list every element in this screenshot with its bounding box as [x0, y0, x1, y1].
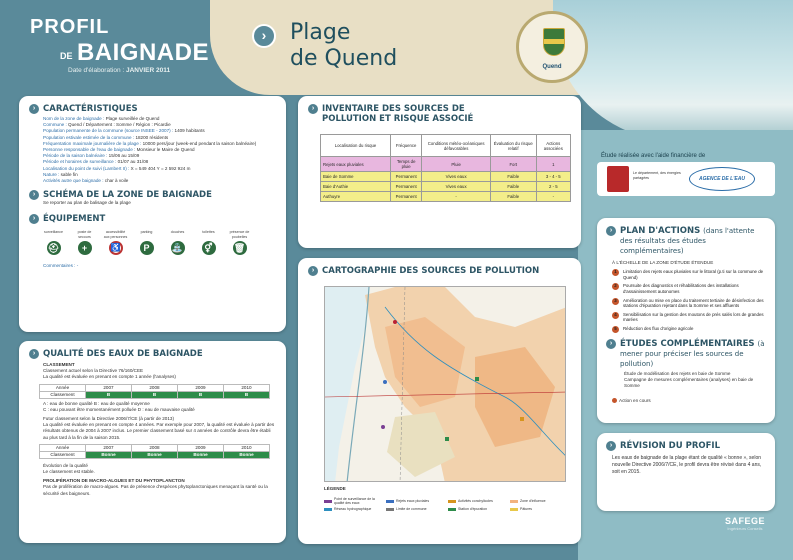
equipment-item	[134, 241, 159, 255]
coat-of-arms-icon	[543, 28, 565, 56]
action-text: Amélioration ou mise en place du traitement tertiaire de désinfection des stations d'épuration rejetant dans la Somme et ses affluents	[623, 297, 764, 309]
table-cell: Faible	[490, 192, 536, 202]
legend-swatch	[510, 500, 518, 503]
equipment-labels	[41, 230, 276, 239]
shower-icon: ⛲	[171, 243, 184, 254]
pollution-map-card	[298, 258, 581, 544]
year-header: 2009	[178, 384, 224, 391]
column-header: Actions associées	[536, 135, 570, 157]
classement-cell: Bonne	[132, 451, 178, 458]
action-number: 4	[612, 312, 619, 319]
legend-swatch	[324, 508, 332, 511]
proliferation-title: PROLIFÉRATION DE MACRO-ALGUES ET DU PHYTOPLANCTON	[43, 478, 185, 484]
section-title: INVENTAIRE DES SOURCES DE POLLUTION ET RISQUE ASSOCIÉ	[322, 104, 474, 124]
action-text: Poursuite des diagnostics et réhabilitations des installations d'assainissement autonomes	[623, 283, 739, 294]
table-cell: -	[422, 192, 491, 202]
legend-item	[448, 507, 504, 511]
year-header: 2007	[86, 384, 132, 391]
in-progress-label: Action en cours	[619, 397, 651, 403]
table-cell: Faible	[490, 182, 536, 192]
department-logo-text: Le département, des énergies partagées	[633, 171, 681, 180]
classement-actuel-title: Classement actuel selon la Directive 76/160/CEE	[43, 368, 144, 374]
chevron-right-icon: ›	[606, 339, 616, 349]
table-row	[321, 157, 571, 172]
characteristic-key: Commune :	[43, 122, 67, 128]
equipment-item	[103, 241, 128, 255]
characteristic-key: Activités autre que baignade :	[43, 178, 104, 184]
legend-swatch	[324, 500, 332, 503]
characteristic-value: sable fin	[59, 171, 78, 177]
section-title: RÉVISION DU PROFIL	[620, 441, 720, 451]
equipment-item	[165, 241, 190, 255]
action-number: 1	[612, 269, 619, 276]
table-cell: Temps de pluie	[391, 157, 422, 172]
equipment-label: douches	[170, 230, 185, 235]
characteristic-value: char à voile	[103, 178, 129, 184]
equipment-label: accessibilité aux personnes	[103, 230, 128, 239]
action-number: 3	[612, 298, 619, 305]
equipment-item	[72, 241, 97, 255]
column-header: Évaluation du risque relatif	[490, 135, 536, 157]
characteristic-value: 15/06 au 15/09	[107, 153, 140, 159]
document-title: PROFIL DE BAIGNADE	[30, 16, 209, 66]
characteristic-key: Fréquentation maximale journalière de la plage :	[43, 140, 142, 146]
plan-scale: À L'ÉCHELLE DE LA ZONE D'ÉTUDE ÉTENDUE	[612, 260, 714, 265]
plan-action-item	[612, 283, 766, 294]
action-text: Limitation des rejets eaux pluviales sur le littoral (p.ti sur la commune de Quend)	[623, 269, 764, 280]
table-cell: Faible	[490, 172, 536, 182]
equipment-label: poste de secours	[77, 230, 92, 239]
table-cell: 2 - 5	[536, 182, 570, 192]
classement-cell: Bonne	[178, 451, 224, 458]
characteristic-key: Population estivale estimée de la commune :	[43, 134, 135, 140]
map-legend: LÉGENDE Point de surveillance de la qualité des eaux Rejets eaux pluviales Activités conchylicoles Zone d'influence Réseau hydrographique Limite de commune Station d'épuration Pâtures	[324, 486, 566, 538]
funding-label: Étude réalisée avec l'aide financière de	[601, 153, 706, 159]
water-agency-logo: AGENCE DE L'EAU	[689, 167, 755, 191]
legend-label: Activités conchylicoles	[458, 499, 493, 503]
legend-item	[386, 497, 442, 505]
legend-swatch	[386, 500, 394, 503]
table-cell: Pluie	[422, 157, 491, 172]
safege-logo: SAFEGE Ingénieurs Conseils	[724, 516, 765, 531]
action-text: Sensibilisation sur la gestion des moutons de prés salés lors de grandes marées	[623, 311, 764, 323]
toilets-icon: ⚥	[202, 241, 216, 255]
chevron-right-icon: ›	[29, 104, 39, 114]
futur-classement-title: Futur classement selon la Directive 2006/7/CE (à partir de 2013)	[43, 416, 174, 422]
year-header: 2010	[224, 444, 270, 451]
chevron-right-icon: ›	[308, 104, 318, 114]
characteristic-value: 1409 habitants	[173, 128, 205, 134]
equipment-label: surveillance	[44, 230, 63, 235]
year-header: Année	[40, 384, 86, 391]
equipment-item	[196, 241, 221, 255]
characteristic-key: Nom de la zone de baignade :	[43, 116, 105, 121]
first-aid-icon: +	[78, 241, 92, 255]
studies-list	[624, 371, 766, 390]
table-cell: Rejets eaux pluviales	[321, 157, 391, 172]
chevron-right-icon: ›	[29, 190, 39, 200]
equipment-comment: Commentaires : -	[43, 263, 79, 269]
column-header: Localisation du risque	[321, 135, 391, 157]
evolution-text: Le classement est stable.	[43, 469, 95, 475]
legend-label: Zone d'influence	[520, 499, 546, 503]
evolution-title: Évolution de la qualité	[43, 462, 88, 468]
legend-item	[448, 497, 504, 505]
characteristic-key: Personne responsable de l'eau de baignade :	[43, 147, 136, 153]
table-cell: 1	[536, 157, 570, 172]
year-header: 2007	[86, 444, 132, 451]
pollution-inventory-card	[298, 96, 581, 248]
classement-legend: A : eau de bonne qualité B : eau de qualité moyenne	[43, 400, 150, 406]
revision-card	[597, 433, 775, 511]
table-cell: Baie de Somme	[321, 172, 391, 182]
chevron-right-icon: ›	[29, 214, 39, 224]
table-row	[321, 182, 571, 192]
table-cell: Baie d'Authie	[321, 182, 391, 192]
pollution-map[interactable]	[324, 286, 566, 482]
study-item: Étude de modélisation des rejets en baie de Somme	[624, 370, 731, 376]
action-number: 2	[612, 283, 619, 290]
column-header: Fréquence	[391, 135, 422, 157]
equipment-label: présence de poubelles	[229, 230, 250, 239]
column-header: Conditions météo-océaniques défavorables	[422, 135, 491, 157]
section-title: CARTOGRAPHIE DES SOURCES DE POLLUTION	[322, 266, 540, 276]
classement-cell: B	[132, 391, 178, 398]
action-text: Réduction des flux d'origine agricole	[623, 325, 694, 331]
table-cell: Vives eaux	[422, 172, 491, 182]
characteristic-key: Localisation du point de suivi (Lambert II) :	[43, 165, 130, 171]
legend-item	[510, 507, 566, 511]
elaboration-date: Date d'élaboration : JANVIER 2011	[68, 67, 171, 74]
equipment-label: parking	[140, 230, 153, 235]
classement-table-1	[39, 384, 270, 399]
section-title: ÉTUDES COMPLÉMENTAIRES (à mener pour préciser les sources de pollution)	[620, 338, 765, 368]
legend-label: Pâtures	[520, 507, 533, 511]
accessibility-icon: ♿	[109, 241, 123, 255]
plan-action-item	[612, 312, 766, 323]
year-header: 2008	[132, 384, 178, 391]
characteristics-list	[43, 116, 276, 184]
legend-swatch	[448, 508, 456, 511]
year-header: 2008	[132, 444, 178, 451]
characteristics-card	[19, 96, 286, 332]
characteristic-key: Période et horaires de surveillance :	[43, 159, 117, 165]
legend-item	[324, 507, 380, 511]
characteristic-value: 10000 pers/jour (week-end pendant la saison balnéaire)	[141, 140, 257, 146]
legend-label: Réseau hydrographique	[334, 507, 372, 511]
classement-legend: C : eau pouvant être momentanément polluée D : eau de mauvaise qualité	[43, 406, 195, 412]
commune-crest	[516, 11, 588, 83]
legend-label: Point de surveillance de la qualité des eaux	[334, 497, 375, 505]
legend-swatch	[386, 508, 394, 511]
year-header: Année	[40, 444, 86, 451]
equipment-item	[41, 241, 66, 255]
section-title: CARACTÉRISTIQUES	[43, 104, 138, 114]
in-progress-marker	[612, 398, 617, 403]
year-header: 2010	[224, 384, 270, 391]
characteristic-value: Monsieur le Maire de Quend	[135, 147, 195, 153]
action-plan-card	[597, 218, 775, 423]
table-cell: 3 - 4 - 5	[536, 172, 570, 182]
table-cell: Vives eaux	[422, 182, 491, 192]
classement-table-2	[39, 444, 270, 459]
futur-classement-text: La qualité est évaluée en prenant en compte 4 années. Par exemple pour 2007, la qualité est évaluée à partir des résultats obtenus de 2004 à 2007 inclus. Le premier classement basé sur 4 années de contrôle devra être établi au plus tard à la fin de la saison 2015.	[43, 422, 275, 440]
table-cell: Permanent	[391, 172, 422, 182]
table-cell: Permanent	[391, 182, 422, 192]
characteristic-value: Quend / Département : Somme / Région : Picardie	[66, 122, 171, 128]
table-row	[321, 172, 571, 182]
characteristic-key: Population permanente de la commune (source INSEE - 2007) :	[43, 128, 174, 134]
action-number: 5	[612, 326, 619, 333]
legend-swatch	[448, 500, 456, 503]
chevron-right-icon: ›	[606, 441, 616, 451]
year-header: 2009	[178, 444, 224, 451]
chevron-right-icon: ›	[29, 349, 39, 359]
section-title: PLAN D'ACTIONS (dans l'attente des résultats des études complémentaires)	[620, 226, 755, 255]
classement-cell: B	[224, 391, 270, 398]
table-row	[321, 192, 571, 202]
chevron-right-icon: ›	[308, 266, 318, 276]
table-cell: -	[536, 192, 570, 202]
funding-logos	[597, 162, 775, 196]
table-cell: Fort	[490, 157, 536, 172]
water-quality-card	[19, 341, 286, 543]
classement-cell: B	[178, 391, 224, 398]
department-logo	[607, 166, 629, 192]
legend-swatch	[510, 508, 518, 511]
characteristic-value: Plage surveillée de Quend	[104, 116, 160, 121]
plan-action-item	[612, 298, 766, 309]
characteristic-key: Période de la saison balnéaire :	[43, 153, 108, 159]
legend-label: Station d'épuration	[458, 507, 488, 511]
legend-item	[386, 507, 442, 511]
legend-item	[510, 497, 566, 505]
section-title: SCHÉMA DE LA ZONE DE BAIGNADE	[43, 190, 212, 201]
characteristic-key: Nature :	[43, 171, 60, 177]
legend-label: Rejets eaux pluviales	[396, 499, 430, 503]
chevron-right-icon: ›	[606, 226, 616, 236]
revision-text: Les eaux de baignade de la plage étant de qualité « bonne », selon nouvelle Directive 2006/7/CE, le profil devra être révisé dans 4 ans, soit en 2015.	[612, 455, 762, 475]
proliferation-text: Pas de prolifération de macro-algues. Pas de présence d'espèces phytoplanctoniques menaçant la santé ou la sécurité des baigneurs.	[43, 484, 268, 496]
trash-bin-icon: 🗑	[233, 243, 246, 254]
classement-cell: Bonne	[86, 451, 132, 458]
equipment-icons	[41, 241, 276, 255]
classement-actuel-text: La qualité est évaluée en prenant en compte 1 année (l'analyses)	[43, 374, 176, 380]
study-item: Campagne de mesures complémentaires (analyses) en baie de Somme	[624, 377, 754, 389]
pollution-risk-table	[320, 134, 571, 202]
section-title: QUALITÉ DES EAUX DE BAIGNADE	[43, 349, 203, 359]
characteristic-line	[43, 178, 276, 184]
equipment-item	[227, 241, 252, 255]
table-cell: Permanent	[391, 192, 422, 202]
lifeguard-icon: ⛑	[47, 243, 60, 254]
characteristic-value: 18200 résidents	[134, 134, 169, 140]
plan-action-item	[612, 326, 766, 333]
commune-name: Quend	[542, 64, 562, 70]
schema-note: Se reporter au plan de balisage de la plage	[43, 200, 131, 206]
table-cell: Authuyre	[321, 192, 391, 202]
equipment-label: toilettes	[202, 230, 215, 235]
characteristic-value: X = 549 404 Y = 2 592 924 m	[129, 165, 191, 171]
legend-label: Limite de commune	[396, 507, 427, 511]
legend-item	[324, 497, 380, 505]
row-label: Classement	[40, 391, 86, 398]
classement-title: CLASSEMENT	[43, 362, 75, 367]
beach-title: Plage de Quend	[290, 20, 398, 71]
plan-items	[612, 269, 766, 333]
parking-icon: P	[140, 241, 154, 255]
section-title: ÉQUIPEMENT	[43, 214, 106, 225]
characteristic-value: 01/07 au 31/08	[116, 159, 149, 165]
classement-cell: B	[86, 391, 132, 398]
classement-cell: Bonne	[224, 451, 270, 458]
chevron-right-icon: ›	[252, 24, 276, 48]
row-label: Classement	[40, 451, 86, 458]
plan-action-item	[612, 269, 766, 280]
